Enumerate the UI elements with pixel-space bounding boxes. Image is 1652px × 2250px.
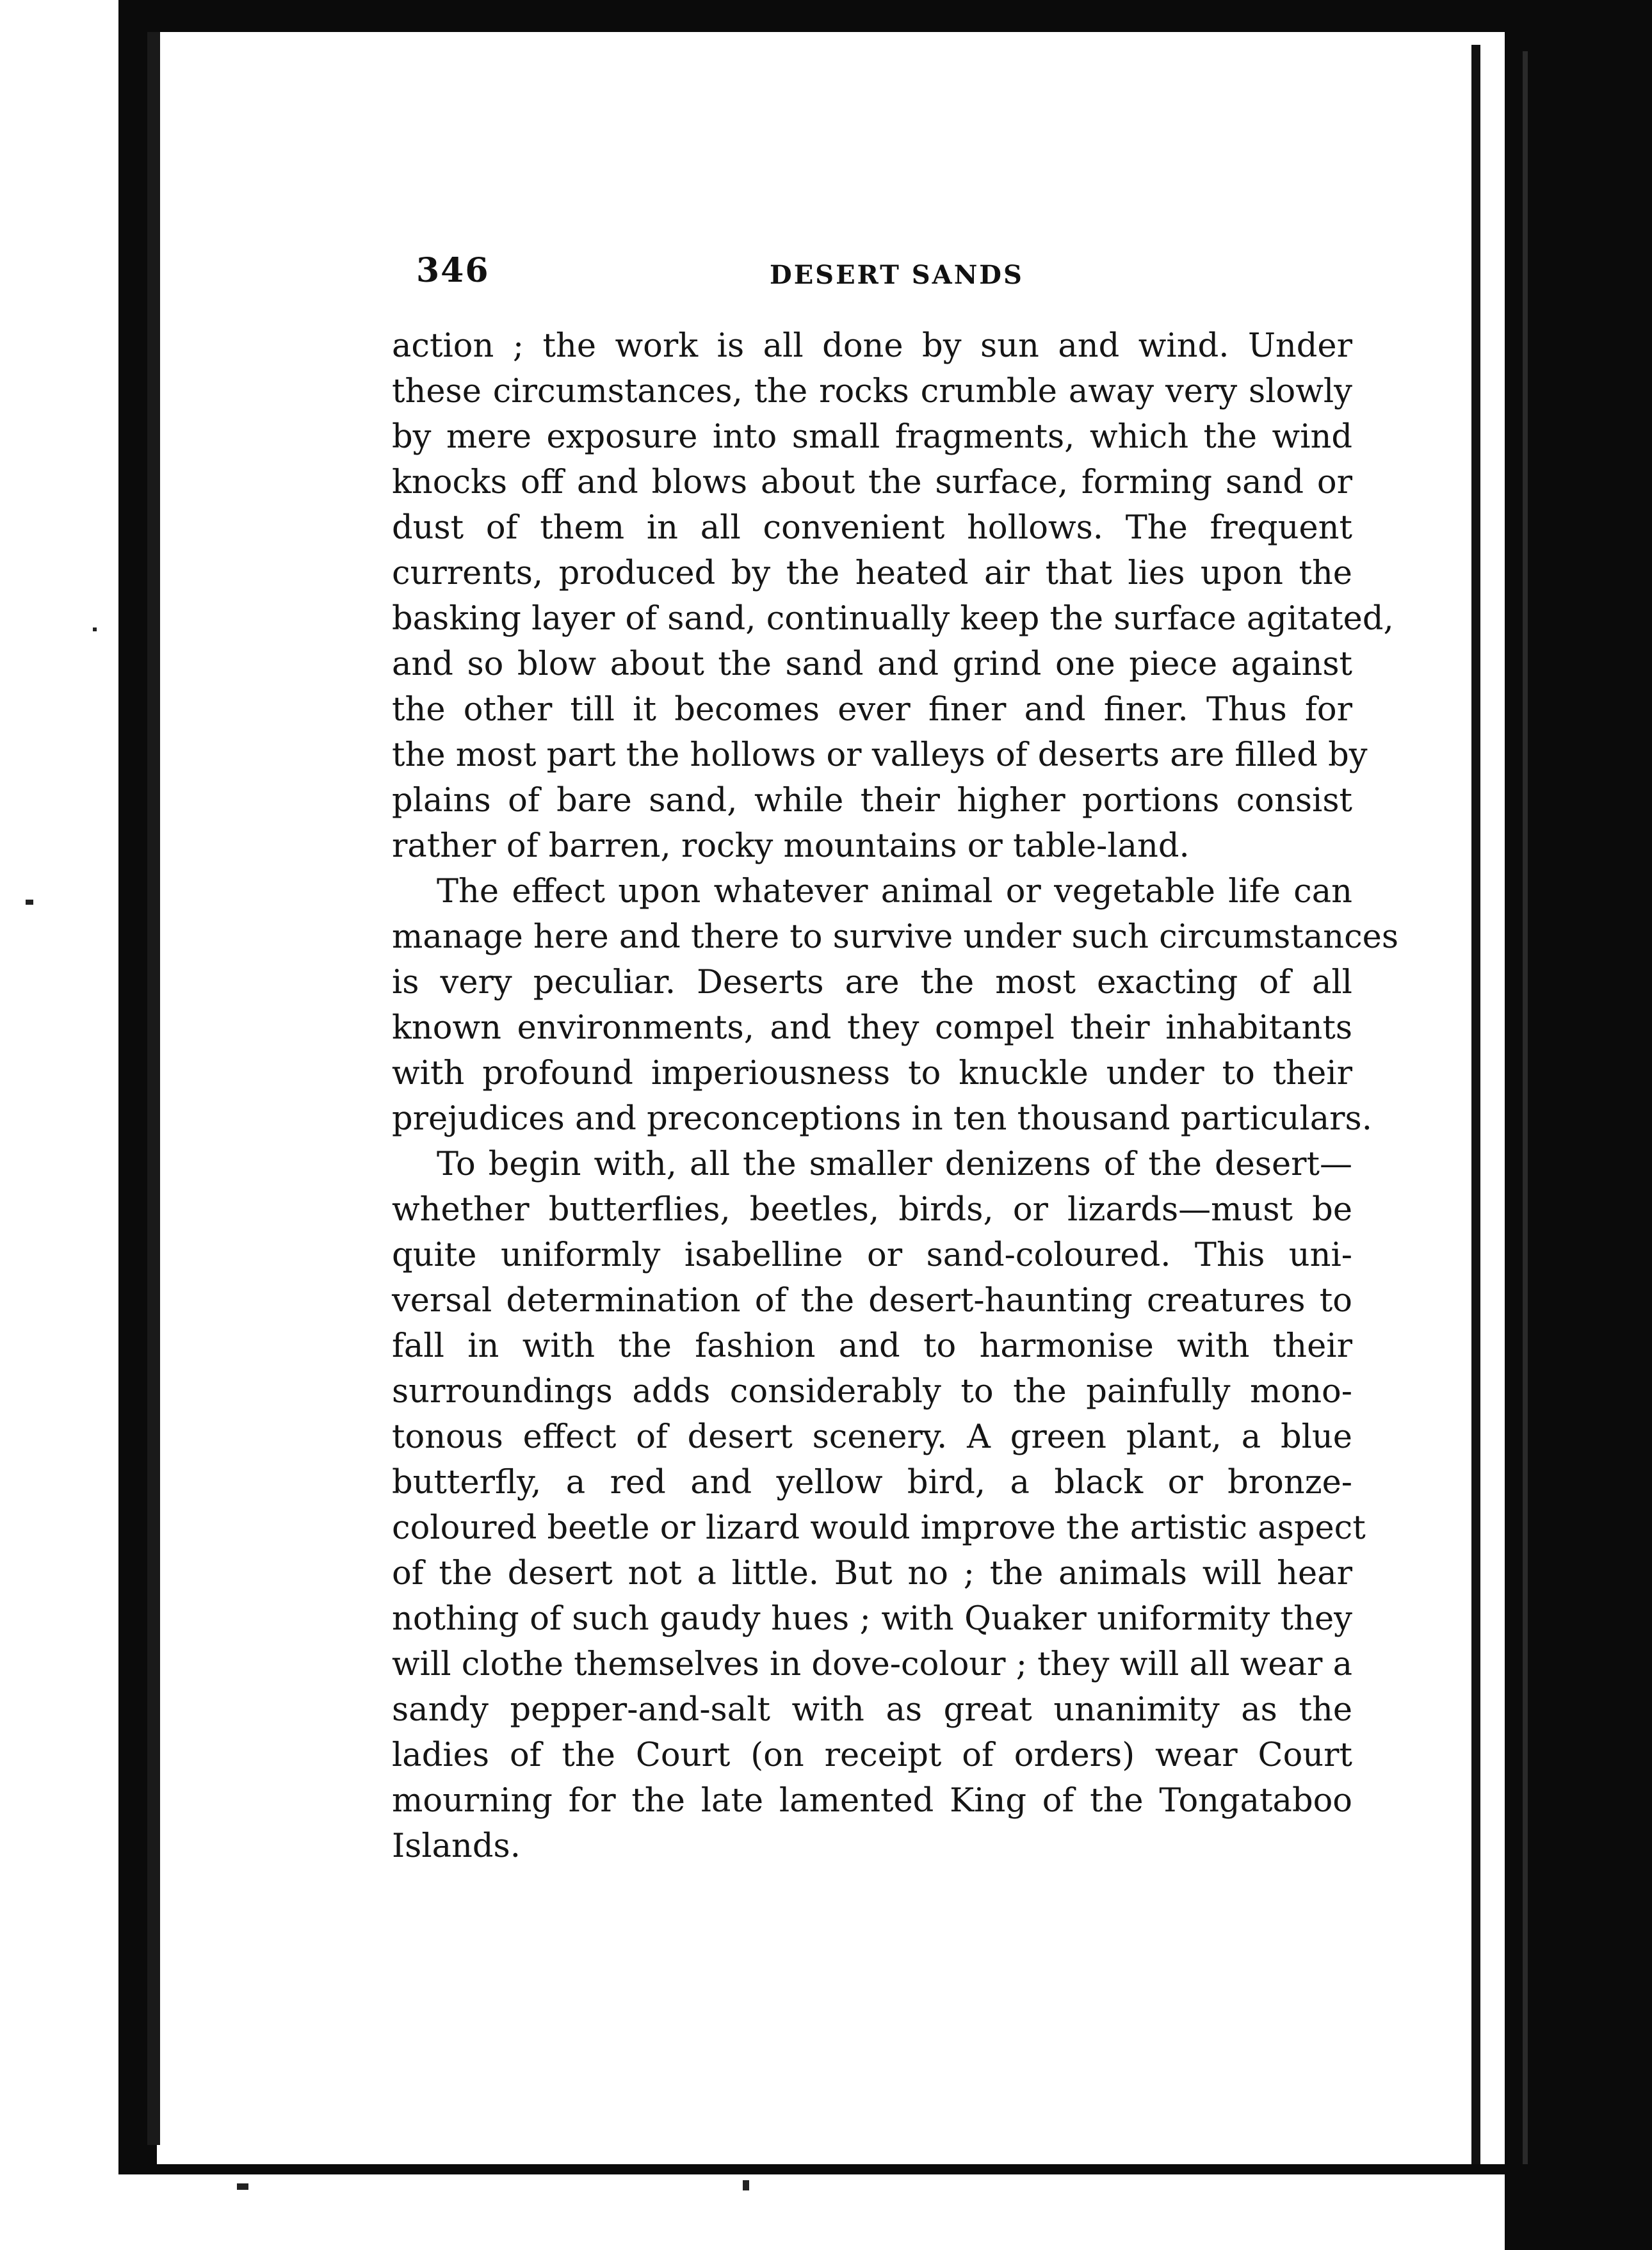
paragraph — [392, 1142, 1366, 1869]
scan-speck — [93, 627, 97, 631]
text-line: will clothe themselves in dove-colour ; they will all wear a — [392, 1646, 1352, 1683]
text-line: the other till it becomes ever finer and finer. Thus for — [392, 691, 1352, 729]
text-line: versal determination of the desert-haunting creatures to — [392, 1282, 1352, 1320]
text-line: currents, produced by the heated air that lies upon the — [392, 554, 1352, 592]
text-line: the most part the hollows or valleys of deserts are filled by — [392, 736, 1368, 774]
text-line: known environments, and they compel their inhabitants — [392, 1009, 1352, 1047]
scan-edge-right-inner — [1523, 51, 1528, 2164]
page-header — [416, 251, 1364, 296]
scan-speck — [237, 2183, 248, 2190]
paragraph — [392, 323, 1394, 869]
page-number: 346 — [416, 251, 490, 290]
text-line: mourning for the late lamented King of the Tongataboo — [392, 1782, 1352, 1820]
text-line: nothing of such gaudy hues ; with Quaker uniformity they — [392, 1600, 1352, 1638]
paragraph — [392, 869, 1399, 1142]
text-line: action ; the work is all done by sun and wind. Under — [392, 327, 1352, 365]
scan-speck — [743, 2180, 749, 2190]
text-line: coloured beetle or lizard would improve the artistic aspect — [392, 1509, 1366, 1547]
body-text — [392, 323, 1399, 1869]
text-line: sandy pepper-and-salt with as great unanimity as the — [392, 1691, 1352, 1729]
scan-speck — [26, 900, 33, 905]
text-line: basking layer of sand, continually keep the surface agitated, — [392, 600, 1394, 638]
running-head: DESERT SANDS — [770, 260, 1024, 290]
text-line: these circumstances, the rocks crumble away very slowly — [392, 373, 1352, 410]
page-gutter-line — [1471, 45, 1480, 2167]
text-line: manage here and there to survive under such circumstances — [392, 918, 1399, 956]
scan-edge-top — [118, 0, 1652, 32]
text-line: plains of bare sand, while their higher portions consist — [392, 782, 1352, 820]
text-line: quite uniformly isabelline or sand-coloured. This uni- — [392, 1236, 1352, 1274]
text-line: tonous effect of desert scenery. A green plant, a blue — [392, 1418, 1352, 1456]
text-line: whether butterflies, beetles, birds, or lizards—must be — [392, 1191, 1352, 1229]
text-line: knocks off and blows about the surface, forming sand or — [392, 464, 1352, 501]
text-line: To begin with, all the smaller denizens of the desert— — [437, 1145, 1352, 1183]
scan-edge-left-inner — [147, 32, 160, 2145]
text-line: butterfly, a red and yellow bird, a black or bronze- — [392, 1464, 1352, 1501]
text-line: of the desert not a little. But no ; the animals will hear — [392, 1555, 1352, 1592]
scan-edge-bottom — [118, 2164, 1514, 2174]
text-line: fall in with the fashion and to harmonise with their — [392, 1327, 1352, 1365]
text-line: ladies of the Court (on receipt of orders) wear Court — [392, 1736, 1352, 1774]
text-line: by mere exposure into small fragments, which the wind — [392, 418, 1352, 456]
scan-margin-left — [0, 0, 118, 2250]
text-line: Islands. — [392, 1827, 521, 1865]
text-line: prejudices and preconceptions in ten thousand particulars. — [392, 1100, 1372, 1138]
text-line: with profound imperiousness to knuckle under to their — [392, 1055, 1352, 1092]
text-line: surroundings adds considerably to the painfully mono- — [392, 1373, 1352, 1411]
text-line: is very peculiar. Deserts are the most exacting of all — [392, 964, 1352, 1001]
text-line: and so blow about the sand and grind one piece against — [392, 645, 1352, 683]
text-line: The effect upon whatever animal or vegetable life can — [437, 873, 1352, 911]
text-line: dust of them in all convenient hollows. The frequent — [392, 509, 1352, 547]
text-line: rather of barren, rocky mountains or table-land. — [392, 827, 1190, 865]
